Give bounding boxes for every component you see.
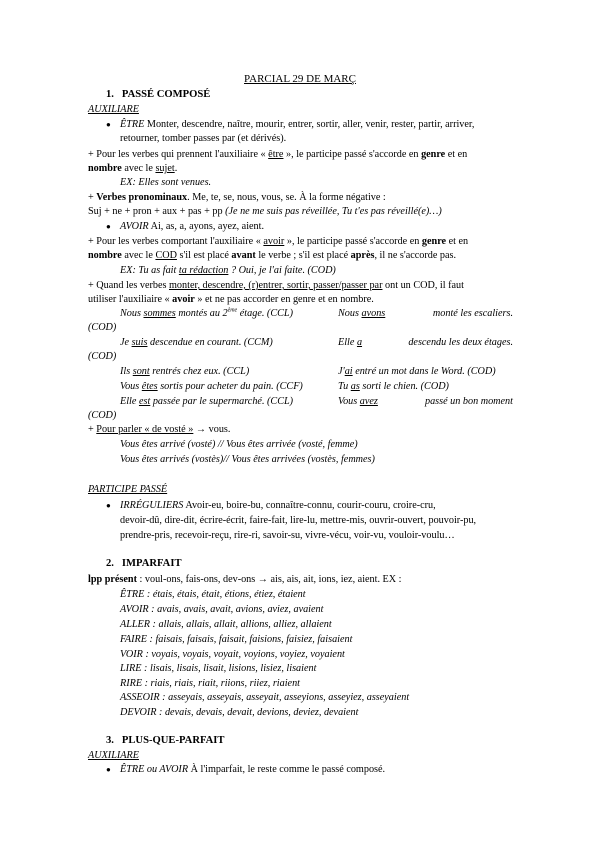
- irreguliers-line-2: devoir-dû, dire-dit, écrire-écrit, faire-fait, lire-lu, mettre-mis, ouvrir-ouvert, pouvoir-pu,: [120, 515, 477, 526]
- conj-lire: LIRE : lisais, lisais, lisait, lisions, lisiez, lisaient: [120, 663, 317, 674]
- conj-voir: VOIR : voyais, voyais, voyait, voyions, voyiez, voyaient: [120, 649, 345, 660]
- pronominal-verbs-line: + Verbes pronominaux. Me, te, se, nous, vous, se. À la forme négative :: [88, 192, 386, 203]
- imparfait-formation-rule: lpp présent : voul-ons, fais-ons, dev-ons → ais, ais, ait, ions, iez, aient. EX :: [88, 574, 402, 585]
- vouvoiement-rule: + Pour parler « de vosté » → vous.: [88, 424, 231, 435]
- rule-etre-agreement: + Pour les verbes qui prennent l'auxiliaire « être », le participe passé s'accorde en genre et en: [88, 149, 468, 160]
- bullet-pqp: ●: [106, 765, 111, 774]
- bullet-avoir: ●: [106, 222, 111, 231]
- etre-verbs-text: Monter, descendre, naître, mourir, entrer, sortir, aller, venir, rester, partir, arriver,: [144, 119, 475, 130]
- section-heading-passe-compose: 1. PASSÉ COMPOSÉ: [106, 89, 211, 100]
- pqp-rule-line: ÊTRE ou AVOIR À l'imparfait, le reste comme le passé composé.: [120, 764, 386, 775]
- section-heading-plus-que-parfait: 3. PLUS-QUE-PARFAIT: [106, 735, 225, 746]
- rule-avoir-agreement: + Pour les verbes comportant l'auxiliaire « avoir », le participe passé s'accorde en genre et en: [88, 236, 469, 247]
- vous-example-singular: Vous êtes arrivé (vosté) // Vous êtes arrivée (vosté, femme): [120, 439, 358, 450]
- bullet-irreguliers: ●: [106, 501, 111, 510]
- rule-movement-verbs: + Quand les verbes monter, descendre, (r)entrer, sortir, passer/passer par ont un COD, il faut: [88, 280, 464, 291]
- auxiliaire-label-pqp: AUXILIARE: [88, 750, 139, 761]
- conj-aller: ALLER : allais, allais, allait, allions, alliez, allaient: [120, 619, 332, 630]
- section-heading-imparfait: 2. IMPARFAIT: [106, 558, 182, 569]
- example-elles-sont-venues: EX: Elles sont venues.: [120, 177, 212, 188]
- conj-avoir: AVOIR : avais, avais, avait, avions, aviez, avaient: [120, 604, 324, 615]
- conj-etre: ÊTRE : étais, étais, était, étions, étiez, étaient: [120, 589, 306, 600]
- example-cod-1: (COD): [88, 322, 117, 333]
- avoir-forms-line: AVOIR Ai, as, a, ayons, ayez, aient.: [120, 221, 265, 232]
- rule-etre-agreement-2: nombre avec le sujet.: [88, 163, 178, 174]
- rule-avoir-agreement-2: nombre avec le COD s'il est placé avant le verbe ; s'il est placé après, il ne s'accorde pas.: [88, 250, 457, 261]
- example-cod-2: (COD): [88, 351, 117, 362]
- example-cod-3: (COD): [88, 410, 117, 421]
- participe-passe-label: PARTICIPE PASSÉ: [88, 484, 168, 495]
- document-title: PARCIAL 29 DE MARÇ: [244, 73, 356, 85]
- auxiliaire-label: AUXILIARE: [88, 104, 139, 115]
- example-descendue-courant: Je suis descendue en courant. (CCM): [120, 337, 273, 348]
- example-descendu-etages: Elle a descendu les deux étages.: [338, 337, 513, 348]
- example-sorti-chien: Tu as sorti le chien. (COD): [338, 381, 449, 392]
- example-redaction: EX: Tu as fait ta rédaction ? Oui, je l'ai faite. (COD): [120, 265, 336, 276]
- conj-devoir: DEVOIR : devais, devais, devait, devions, deviez, devaient: [120, 707, 359, 718]
- irreguliers-line-3: prendre-pris, recevoir-reçu, rire-ri, savoir-su, vivre-vécu, voir-vu, vouloir-voulu…: [120, 530, 455, 541]
- rule-movement-verbs-2: utiliser l'auxiliaire « avoir » et ne pas accorder en genre et en nombre.: [88, 294, 374, 305]
- conj-faire: FAIRE : faisais, faisais, faisait, faisions, faisiez, faisaient: [120, 634, 353, 645]
- etre-verbs-line: [120, 118, 474, 131]
- irreguliers-line-1: IRRÉGULIERS Avoir-eu, boire-bu, connaître-connu, courir-couru, croire-cru,: [120, 500, 436, 511]
- example-entre-mot-word: J'ai entré un mot dans le Word. (COD): [338, 366, 496, 377]
- pronominal-structure-line: Suj + ne + pron + aux + pas + pp (Je ne me suis pas réveillée, Tu t'es pas réveillé(e)…): [88, 206, 442, 217]
- example-monte-escaliers: Nous avons monté les escaliers.: [338, 308, 513, 319]
- example-sortis-pain: Vous êtes sortis pour acheter du pain. (CCF): [120, 381, 303, 392]
- example-rentres-chez-eux: Ils sont rentrés chez eux. (CCL): [120, 366, 250, 377]
- vous-example-plural: Vous êtes arrivés (vostès)// Vous êtes arrivées (vostès, femmes): [120, 454, 375, 465]
- bullet-etre: ●: [106, 120, 111, 129]
- example-passee-supermarche: Elle est passée par le supermarché. (CCL): [120, 396, 294, 407]
- conj-asseoir: ASSEOIR : asseyais, asseyais, asseyait, asseyions, asseyiez, asseyaient: [120, 692, 410, 703]
- etre-label: ÊTRE: [120, 119, 145, 130]
- etre-verbs-line-2: retourner, tomber passes par (et dérivés).: [120, 133, 287, 144]
- example-passe-bon-moment: Vous avez passé un bon moment: [338, 396, 513, 407]
- example-montes-etage: Nous sommes montés au 2ème étage. (CCL): [120, 307, 293, 319]
- conj-rire: RIRE : riais, riais, riait, riions, riiez, riaient: [120, 678, 300, 689]
